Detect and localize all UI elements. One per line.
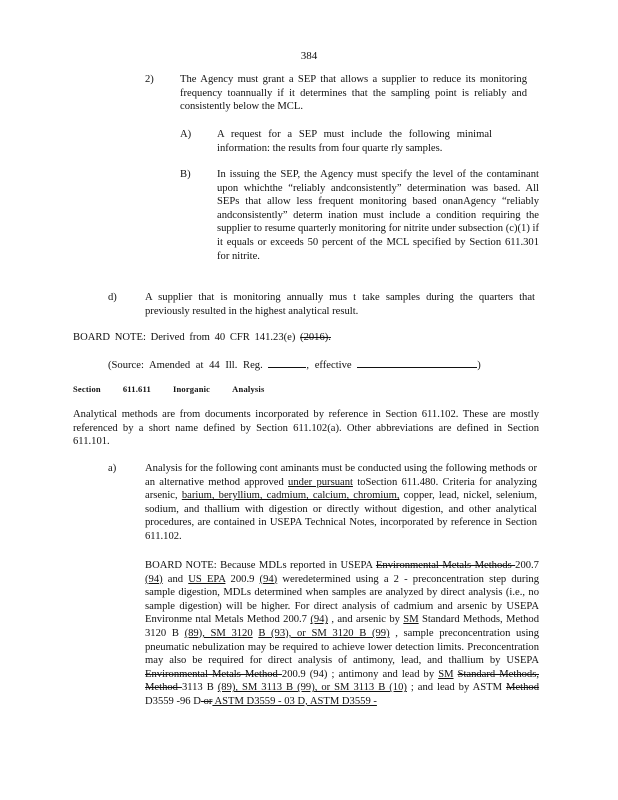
section-number: 611.611 (122, 384, 151, 394)
board-note-mdl: BOARD NOTE: Because MDLs reported in USEPA Environmental Metals Methods 200.7 (94) and US EPA 200.9 (94) weredetermined using a 2 - preconcentration step during sample digestion, MDLs determined when samples are analyzed by direct analysis (i.e., no sample digestion) will be higher. For direct analysis of cadmium and arsenic by USEPA Environme ntal Metals Method 200.7 (94) , and arsenic by SM Standard Methods, Method 3120 B (89), SM 3120 B (93), or SM 3120 B (99) , sample preconcentration using pneumatic nebulization may be required to achieve lower detection limits. Preconcentration may also be required for direct analysis of antimony, lead, and thallium by USEPA Environmental Metals Method 200.9 (94) ; antimony and lead by SM Standard Methods, Method 3113 B (89), SM 3113 B (99), or SM 3113 B (10) ; and lead by ASTM Method D3559 -96 D or ASTM D3559 - 03 D, ASTM D3559 - (145, 560, 540, 707)
board-note-derived-text: BOARD NOTE: Derived from 40 CFR 141.23(e) (73, 332, 296, 343)
source-effective: effective (314, 360, 352, 371)
source-line (108, 357, 538, 373)
item-2-text: The Agency must grant a SEP that allows a supplier to reduce its monitoring frequency toannually if it determines that the sampling point is reliably and consistently below the MCL. (180, 74, 527, 113)
item-2-label: 2) (145, 74, 154, 85)
item-d-text: A supplier that is monitoring annually mus t take samples during the quarters that previously resulted in the highest analytical result. (145, 292, 535, 317)
register-page-blank (268, 357, 306, 368)
page-number: 384 (300, 50, 318, 62)
item-A-label: A) (180, 129, 192, 140)
section-title-1: Inorganic (172, 384, 211, 394)
section-title-2: Analysis (232, 384, 265, 394)
source-close: ) (477, 360, 481, 371)
board-note-derived (73, 331, 543, 345)
source-prefix: (Source: Amended at 44 Ill. Reg. (108, 360, 263, 371)
board-note-derived-struck: (2016) (300, 332, 329, 343)
source-comma: , (306, 360, 310, 371)
section-heading (73, 383, 286, 397)
item-B-label: B) (180, 169, 191, 180)
item-a-text: Analysis for the following cont aminants must be conducted using the following methods or an alternative method approved under pursuant toSection 611.480. Criteria for analyzing arsenic, barium, beryllium, cadmium, calcium, chromium, copper, lead, nickel, selenium, sodium, and thallium with digestion or directly without digestion, and other analytical procedures, are contained in USEPA Technical Notes, incorporated by reference in Section 611.102. (145, 463, 537, 542)
effective-date-blank (357, 357, 477, 368)
item-d-label: d) (108, 292, 117, 303)
item-A-text: A request for a SEP must include the following minimal information: the results from four quarte rly samples. (217, 129, 492, 154)
intro-paragraph: Analytical methods are from documents incorporated by reference in Section 611.102. These are mostly referenced by a short name defined by Section 611.102(a). Other abbreviations are defined in Section 611.101. (73, 409, 539, 448)
section-word: Section (73, 384, 101, 394)
item-a-label: a) (108, 463, 117, 474)
item-B-text: In issuing the SEP, the Agency must specify the level of the contaminant upon whichthe “reliably andconsistently” determination was based. All SEPs that allow less frequent monitoring based onanAgency “reliably andconsistently” determ ination must include a condition requiring the supplier to resume quarterly monitoring for nitrite under subsection (c)(1) if it equals or exceeds 50 percent of the MCL specified by Section 611.301 for nitrite. (217, 169, 539, 262)
board-note-derived-tail: . (328, 332, 331, 343)
